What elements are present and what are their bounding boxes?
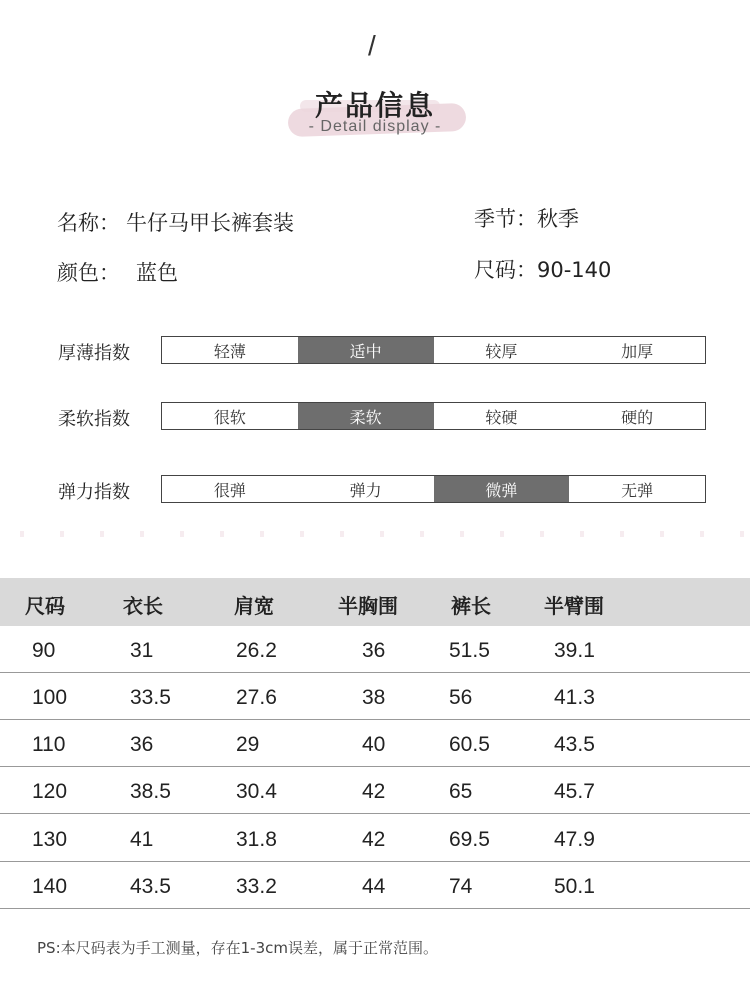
dotted-divider (0, 531, 750, 537)
size-label: 尺码： (474, 258, 537, 282)
table-cell: 29 (236, 733, 260, 756)
scale-option-selected: 适中 (298, 337, 434, 363)
table-cell: 36 (362, 639, 386, 662)
table-cell: 100 (32, 686, 68, 709)
table-cell: 41.3 (554, 686, 595, 709)
header-size: 尺码 (25, 594, 65, 618)
table-cell: 41 (130, 828, 154, 851)
header-length: 衣长 (123, 594, 163, 618)
table-cell: 38 (362, 686, 386, 709)
name-value: 牛仔马甲长裤套装 (126, 211, 294, 235)
table-cell: 33.5 (130, 686, 171, 709)
table-cell: 65 (449, 780, 473, 803)
table-cell: 36 (130, 733, 154, 756)
table-cell: 33.2 (236, 875, 277, 898)
scale-option: 较硬 (485, 407, 518, 427)
table-cell: 47.9 (554, 828, 595, 851)
table-cell: 31 (130, 639, 154, 662)
product-size-range (474, 254, 611, 284)
measurement-note: PS:本尺码表为手工测量，存在1-3cm误差，属于正常范围。 (37, 939, 438, 957)
section-title: 产品信息 (314, 89, 435, 122)
decorative-slash: / (368, 30, 376, 61)
table-cell: 110 (32, 733, 66, 756)
table-cell: 26.2 (236, 639, 277, 662)
scale-option: 弹力 (349, 480, 382, 500)
table-cell: 31.8 (236, 828, 277, 851)
table-cell: 43.5 (554, 733, 595, 756)
table-cell: 27.6 (236, 686, 277, 709)
season-value: 秋季 (537, 207, 579, 231)
header-arm: 半臂围 (544, 594, 604, 618)
table-cell: 74 (449, 875, 473, 898)
scale-option: 加厚 (621, 341, 654, 361)
name-label: 名称： (57, 211, 120, 235)
scale-option-selected: 柔软 (298, 403, 434, 429)
header-pants-length: 裤长 (451, 594, 491, 618)
scale-option: 较厚 (485, 341, 518, 361)
table-cell: 38.5 (130, 780, 171, 803)
table-cell: 44 (362, 875, 386, 898)
elasticity-label: 弹力指数 (58, 482, 130, 503)
header-chest: 半胸围 (338, 594, 398, 618)
scale-option-selected: 微弹 (434, 476, 570, 502)
table-cell: 51.5 (449, 639, 490, 662)
table-cell: 42 (362, 828, 386, 851)
table-cell: 120 (32, 780, 68, 803)
table-cell: 130 (32, 828, 68, 851)
table-cell: 42 (362, 780, 386, 803)
product-name (57, 207, 294, 237)
scale-option: 很软 (213, 407, 246, 427)
header-shoulder: 肩宽 (234, 594, 274, 618)
softness-label: 柔软指数 (58, 409, 130, 430)
table-cell: 30.4 (236, 780, 277, 803)
table-cell: 60.5 (449, 733, 490, 756)
product-color (57, 257, 178, 287)
table-cell: 140 (32, 875, 68, 898)
table-cell: 43.5 (130, 875, 171, 898)
table-cell: 90 (32, 639, 56, 662)
thickness-scale (161, 336, 706, 364)
table-cell: 56 (449, 686, 473, 709)
table-cell: 45.7 (554, 780, 595, 803)
color-label: 颜色： (57, 261, 120, 285)
scale-option: 很弹 (213, 480, 246, 500)
table-cell: 50.1 (554, 875, 595, 898)
color-value: 蓝色 (136, 261, 178, 285)
section-subtitle: - Detail display - (308, 118, 442, 135)
product-season (474, 203, 579, 233)
season-label: 季节： (474, 207, 537, 231)
table-cell: 69.5 (449, 828, 490, 851)
scale-option: 硬的 (621, 407, 654, 427)
table-cell: 39.1 (554, 639, 595, 662)
table-cell: 40 (362, 733, 386, 756)
scale-option: 无弹 (621, 480, 654, 500)
size-value: 90-140 (537, 258, 612, 282)
thickness-label: 厚薄指数 (58, 343, 130, 364)
scale-option: 轻薄 (213, 341, 246, 361)
softness-scale (161, 402, 706, 430)
elasticity-scale (161, 475, 706, 503)
